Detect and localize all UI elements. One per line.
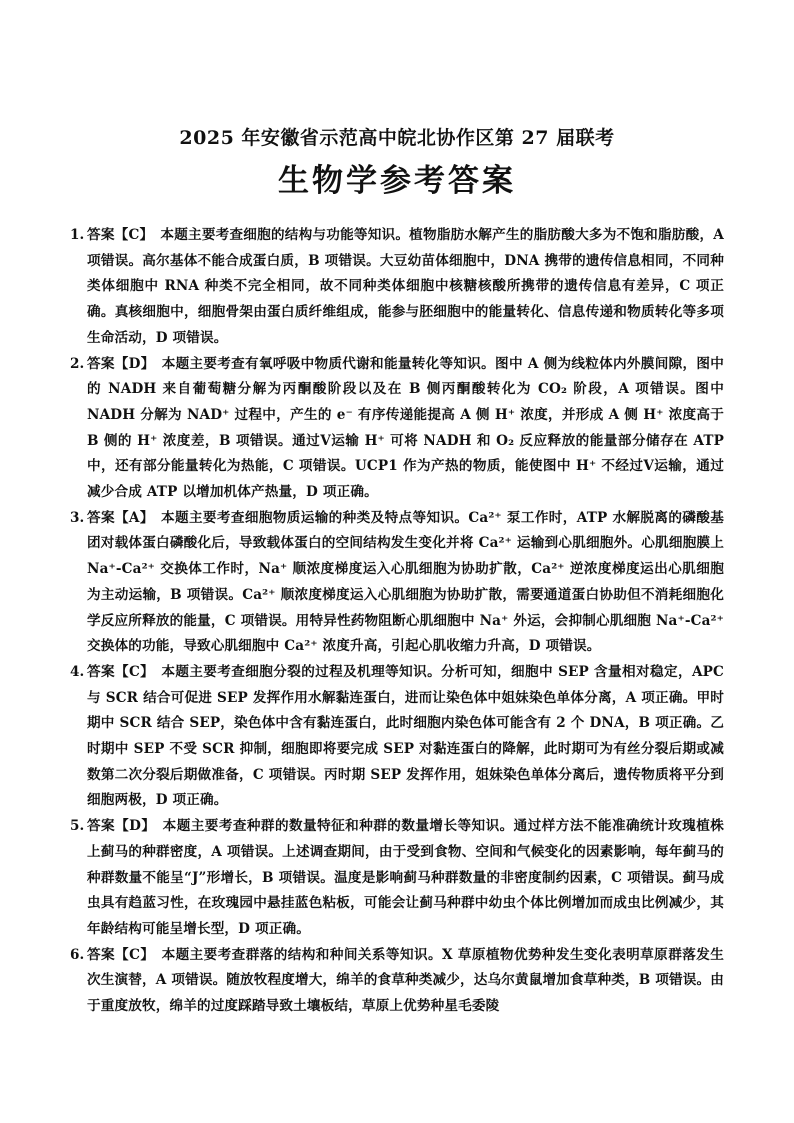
answer-item-6	[70, 943, 724, 1020]
question-number: 3.	[70, 509, 85, 526]
answer-item-5	[70, 814, 724, 943]
answer-paragraph	[87, 943, 724, 1020]
answer-tag: 答案【C】	[87, 663, 148, 680]
answer-paragraph	[87, 223, 724, 352]
question-number: 4.	[70, 663, 85, 680]
question-number: 2.	[70, 355, 85, 372]
answer-tag: 答案【D】	[87, 818, 149, 835]
answer-tag: 答案【D】	[87, 355, 148, 372]
page-title: 生物学参考答案	[278, 163, 516, 199]
answer-item-3	[70, 506, 724, 660]
answer-item-4	[70, 660, 724, 814]
question-number: 5.	[70, 818, 85, 835]
answer-paragraph	[87, 814, 724, 943]
title-block	[0, 122, 794, 206]
answer-explanation: 本题主要考查细胞分裂的过程及机理等知识。分析可知，细胞中 SEP 含量相对稳定，APC 与 SCR 结合可促进 SEP 发挥作用水解黏连蛋白，进而让染色体中姐妹染色单体分离，A 项正确。甲时期中 SCR 结合 SEP，染色体中含有黏连蛋白，此时细胞内染色体可能含有 2 个 DNA，B 项正确。乙时期中 SEP 不受 SCR 抑制，细胞即将要完成 SEP 对黏连蛋白的降解，此时期可为有丝分裂后期或减数第二次分裂后期做准备，C 项错误。丙时期 SEP 发挥作用，姐妹染色单体分离后，遗传物质将平分到细胞两极，D 项正确。	[87, 663, 724, 809]
question-number: 1.	[70, 227, 85, 243]
answer-tag: 答案【C】	[87, 946, 148, 963]
answer-explanation: 本题主要考查群落的结构和种间关系等知识。X 草原植物优势种发生变化表明草原群落发生次生演替，A 项错误。随放牧程度增大，绵羊的食草种类减少，达乌尔黄鼠增加食草种类，B 项错误。由于重度放牧，绵羊的过度踩踏导致土壤板结，草原上优势种星毛委陵	[87, 946, 724, 1015]
answer-item-1	[70, 223, 724, 352]
answer-explanation: 本题主要考查细胞的结构与功能等知识。植物脂肪水解产生的脂肪酸大多为不饱和脂肪酸，A 项错误。高尔基体不能合成蛋白质，B 项错误。大豆幼苗体细胞中，DNA 携带的遗传信息相同，不同种类体细胞中 RNA 种类不完全相同，故不同种类体细胞中核糖核酸所携带的遗传信息有差异，C 项正确。真核细胞中，细胞骨架由蛋白质纤维组成，能参与胚细胞中的能量转化、信息传递和物质转化等多项生命活动，D 项错误。	[87, 227, 724, 346]
question-number: 6.	[70, 946, 85, 963]
answer-paragraph	[87, 506, 724, 660]
answer-explanation: 本题主要考查有氧呼吸中物质代谢和能量转化等知识。图中 A 侧为线粒体内外膜间隙，图中的 NADH 来自葡萄糖分解为丙酮酸阶段以及在 B 侧丙酮酸转化为 CO₂ 阶段，A 项错误。图中 NADH 分解为 NAD⁺ 过程中，产生的 e⁻ 有序传递能提高 A 侧 H⁺ 浓度，并形成 A 侧 H⁺ 浓度高于 B 侧的 H⁺ 浓度差，B 项错误。通过Ⅴ运输 H⁺ 可将 NADH 和 O₂ 反应释放的能量部分储存在 ATP 中，还有部分能量转化为热能，C 项错误。UCP1 作为产热的物质，能使图中 H⁺ 不经过Ⅴ运输，通过减少合成 ATP 以增加机体产热量，D 项正确。	[87, 355, 724, 501]
exam-subtitle: 2025 年安徽省示范高中皖北协作区第 27 届联考	[179, 127, 615, 149]
answer-paragraph	[87, 352, 724, 506]
answer-list	[70, 223, 724, 1020]
answer-item-2	[70, 352, 724, 506]
answer-paragraph	[87, 660, 724, 814]
answer-explanation: 本题主要考查细胞物质运输的种类及特点等知识。Ca²⁺ 泵工作时，ATP 水解脱离的磷酸基团对载体蛋白磷酸化后，导致载体蛋白的空间结构发生变化并将 Ca²⁺ 运输到心肌细胞外。心肌细胞膜上 Na⁺-Ca²⁺ 交换体工作时，Na⁺ 顺浓度梯度运入心肌细胞为协助扩散，Ca²⁺ 逆浓度梯度运出心肌细胞为主动运输，B 项错误。Ca²⁺ 顺浓度梯度运入心肌细胞为协助扩散，需要通道蛋白协助但不消耗细胞化学反应所释放的能量，C 项错误。用特异性药物阻断心肌细胞中 Na⁺ 外运，会抑制心肌细胞 Na⁺-Ca²⁺ 交换体的功能，导致心肌细胞中 Ca²⁺ 浓度升高，引起心肌收缩力升高，D 项错误。	[87, 509, 724, 655]
answer-tag: 答案【C】	[87, 227, 147, 243]
answer-tag: 答案【A】	[87, 509, 148, 526]
answer-explanation: 本题主要考查种群的数量特征和种群的数量增长等知识。通过样方法不能准确统计玫瑰植株上蓟马的种群密度，A 项错误。上述调查期间，由于受到食物、空间和气候变化的因素影响，每年蓟马的种群数量不能呈“J”形增长，B 项错误。温度是影响蓟马种群数量的非密度制约因素，C 项错误。蓟马成虫具有趋蓝习性，在玫瑰园中悬挂蓝色粘板，可能会让蓟马种群中幼虫个体比例增加而成虫比例减少，其年龄结构可能呈增长型，D 项正确。	[87, 818, 724, 937]
